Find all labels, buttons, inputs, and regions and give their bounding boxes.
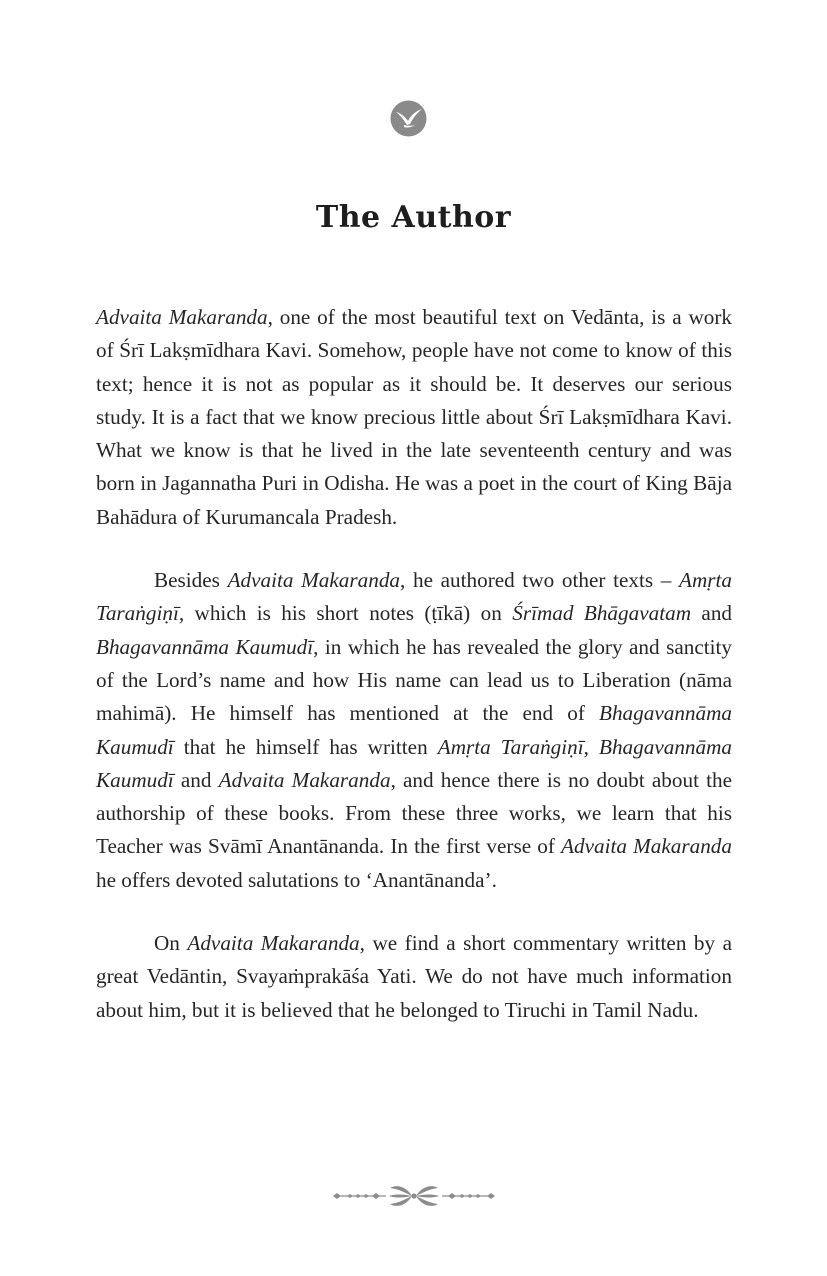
italic-title-text: Bhagavannāma Kaumudī (96, 734, 732, 792)
text-run: and (691, 601, 733, 626)
italic-title-text: Śrīmad Bhāgavatam (512, 601, 691, 626)
italic-title-text: Bhagavannāma Kaumudī (96, 634, 314, 659)
text-run: Besides (154, 568, 228, 593)
flying-bird-emblem-icon (390, 100, 427, 137)
text-run: and (173, 767, 219, 792)
text-run: , he authored two other texts – (400, 568, 680, 593)
text-run: , one of the most beautiful text on Vedānta, is a work of Śrī Lakṣmīdhara Kavi. Somehow, people have not come to know of this text; hence it is not as popular as it should be. It deserves our serious study. It is a fact that we know precious little about Śrī Lakṣmīdhara Kavi. What we know is that he lived in the late seventeenth century and was born in Jagannatha Puri in Odisha. He was a poet in the court of King Bāja Bahādura of Kurumancala Pradesh. (96, 305, 732, 529)
italic-title-text: Advaita Makaranda (96, 305, 268, 329)
italic-title-text: Amṛta Taraṅgiṇī (437, 734, 584, 759)
text-run: he offers devoted salutations to ‘Anantānanda’. (96, 867, 497, 892)
text-run: that he himself has written (173, 734, 438, 759)
text-run: , we find a short commentary written by a great Vedāntin, Svayaṁprakāśa Yati. We do not have much information about him, but it is believed that he belonged to Tiruchi in Tamil Nadu. (96, 931, 732, 1022)
text-run: , and hence there is no doubt about the authorship of these books. From these three works, we learn that his Teacher was Svāmī Anantānanda. In the first verse of (96, 767, 733, 859)
italic-title-text: Advaita Makaranda (561, 834, 732, 859)
text-run: , (583, 734, 599, 759)
paragraph (96, 301, 732, 534)
text-run: , in which he has revealed the glory and sanctity of the Lord’s name and how His name can lead us to Liberation (nāma mahimā). He himself has mentioned at the end of (96, 634, 732, 726)
italic-title-text: Advaita Makaranda (218, 767, 391, 792)
italic-title-text: Bhagavannāma Kaumudī (96, 701, 732, 759)
paragraph (96, 927, 732, 1027)
italic-title-text: Advaita Makaranda (227, 568, 401, 593)
page-title: The Author (315, 200, 512, 235)
text-run: which is his short notes (ṭīkā) on (184, 601, 513, 626)
paragraph (96, 564, 732, 897)
text-run: On (154, 931, 188, 956)
body-text (96, 301, 732, 1027)
italic-title-text: Advaita Makaranda (187, 931, 360, 956)
floral-ornament-divider-icon (332, 1182, 496, 1210)
italic-title-text: Amṛta Taraṅgiṇī, (96, 568, 732, 626)
